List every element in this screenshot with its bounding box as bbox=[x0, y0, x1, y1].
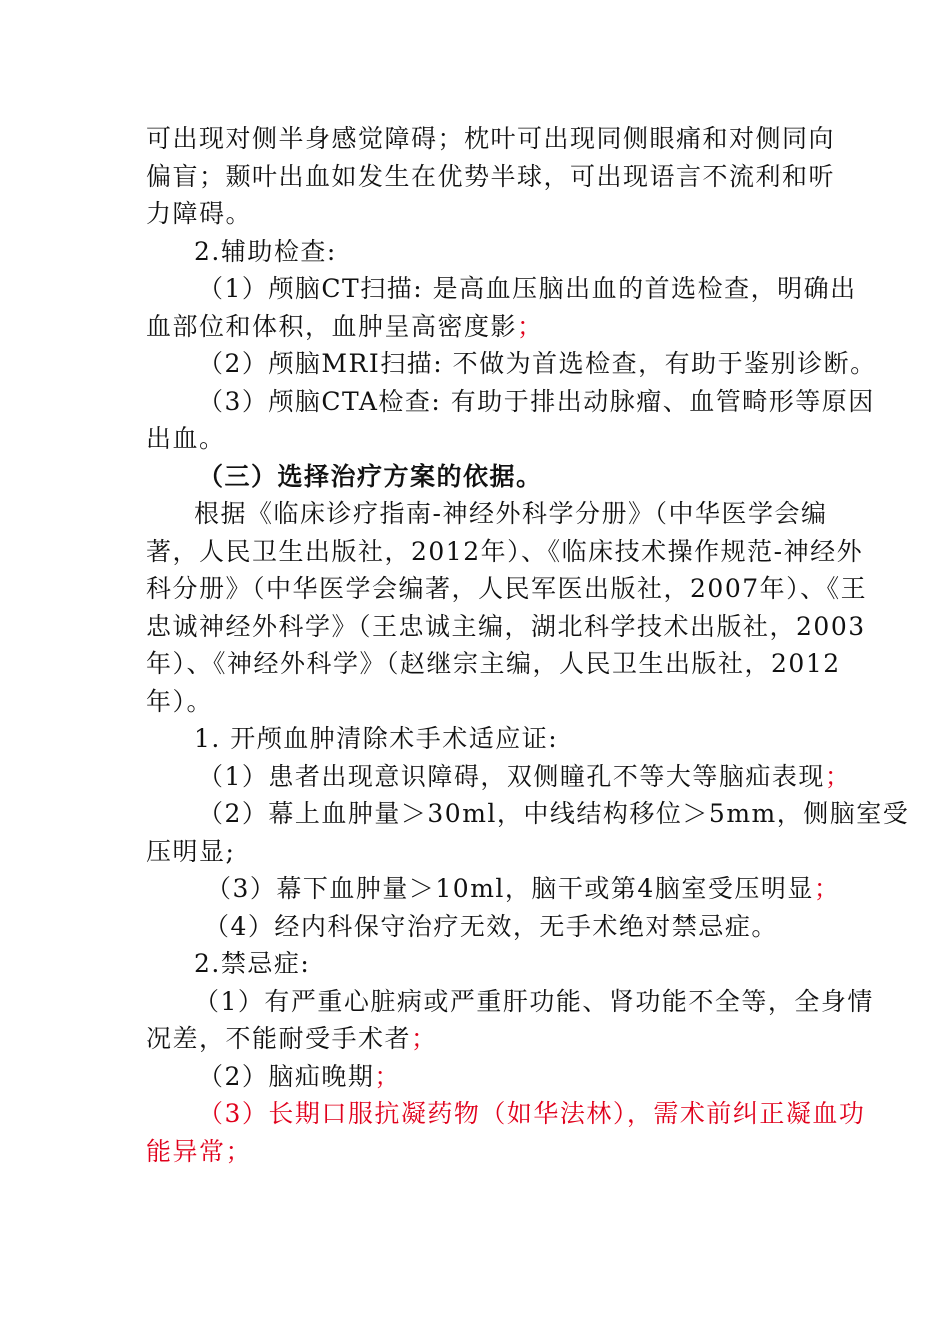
section-heading: 2.禁忌症: bbox=[194, 949, 311, 978]
highlight-text: ； bbox=[517, 311, 544, 341]
line-text: 况差，不能耐受手术者 bbox=[146, 1024, 412, 1053]
paragraph-line bbox=[146, 1020, 810, 1058]
paragraph-line: （4）经内科保守治疗无效，无手术绝对禁忌症。 bbox=[204, 911, 778, 941]
paragraph-line bbox=[146, 870, 841, 908]
line-text: （2）脑疝晚期 bbox=[198, 1061, 375, 1091]
paragraph-line: （2）幕上血肿量＞30ml，中线结构移位＞5mm，侧脑室受 bbox=[198, 799, 910, 828]
paragraph-line: 年）、《神经外科学》（赵继宗主编，人民卫生出版社，2012 bbox=[146, 649, 841, 678]
highlight-text: ； bbox=[374, 1061, 401, 1091]
paragraph-line: （3）颅脑CTA检查: 有助于排出动脉瘤、血管畸形等原因 bbox=[198, 386, 875, 416]
section-heading: （三）选择治疗方案的依据。 bbox=[198, 461, 543, 491]
highlight-paragraph-line: 能异常； bbox=[146, 1136, 253, 1166]
highlight-text: ； bbox=[411, 1024, 438, 1053]
paragraph-line: 可出现对侧半身感觉障碍；枕叶可出现同侧眼痛和对侧同向 bbox=[146, 124, 836, 153]
paragraph-line: 出血。 bbox=[146, 424, 226, 453]
paragraph-line bbox=[146, 1058, 810, 1096]
section-heading: 2.辅助检查: bbox=[194, 236, 337, 266]
paragraph-line bbox=[146, 758, 852, 796]
line-text: （3）幕下血肿量＞10ml，脑干或第4脑室受压明显 bbox=[206, 874, 814, 903]
paragraph-line: 根据《临床诊疗指南-神经外科学分册》（中华医学会编 bbox=[194, 499, 828, 528]
paragraph-line: 年）。 bbox=[146, 686, 214, 716]
highlight-text: ； bbox=[813, 874, 841, 903]
paragraph-line: 压明显; bbox=[146, 836, 236, 866]
paragraph-line: （2）颅脑MRI扫描: 不做为首选检查，有助于鉴别诊断。 bbox=[198, 349, 877, 378]
paragraph-line: （1）有严重心脏病或严重肝功能、肾功能不全等，全身情 bbox=[194, 986, 874, 1016]
line-text: （1）患者出现意识障碍，双侧瞳孔不等大等脑疝表现 bbox=[198, 761, 825, 791]
line-text: 血部位和体积，血肿呈高密度影 bbox=[146, 311, 518, 341]
paragraph-line: 科分册》（中华医学会编著，人民军医出版社，2007年）、《王 bbox=[146, 574, 868, 603]
paragraph-line: 偏盲；颞叶出血如发生在优势半球，可出现语言不流利和听 bbox=[146, 161, 836, 191]
paragraph-line: 著，人民卫生出版社，2012年）、《临床技术操作规范-神经外 bbox=[146, 536, 864, 566]
paragraph-line: 力障碍。 bbox=[146, 199, 253, 228]
section-heading: 1. 开颅血肿清除术手术适应证: bbox=[194, 724, 559, 753]
highlight-paragraph-line: （3）长期口服抗凝药物（如华法林），需术前纠正凝血功 bbox=[198, 1099, 866, 1128]
paragraph-line: （1）颅脑CT扫描: 是高血压脑出血的首选检查，明确出 bbox=[198, 274, 857, 303]
document-body bbox=[146, 120, 910, 1170]
paragraph-line bbox=[146, 308, 810, 346]
paragraph-line: 忠诚神经外科学》（王忠诚主编，湖北科学技术出版社，2003 bbox=[146, 611, 866, 641]
highlight-text: ； bbox=[824, 761, 852, 791]
